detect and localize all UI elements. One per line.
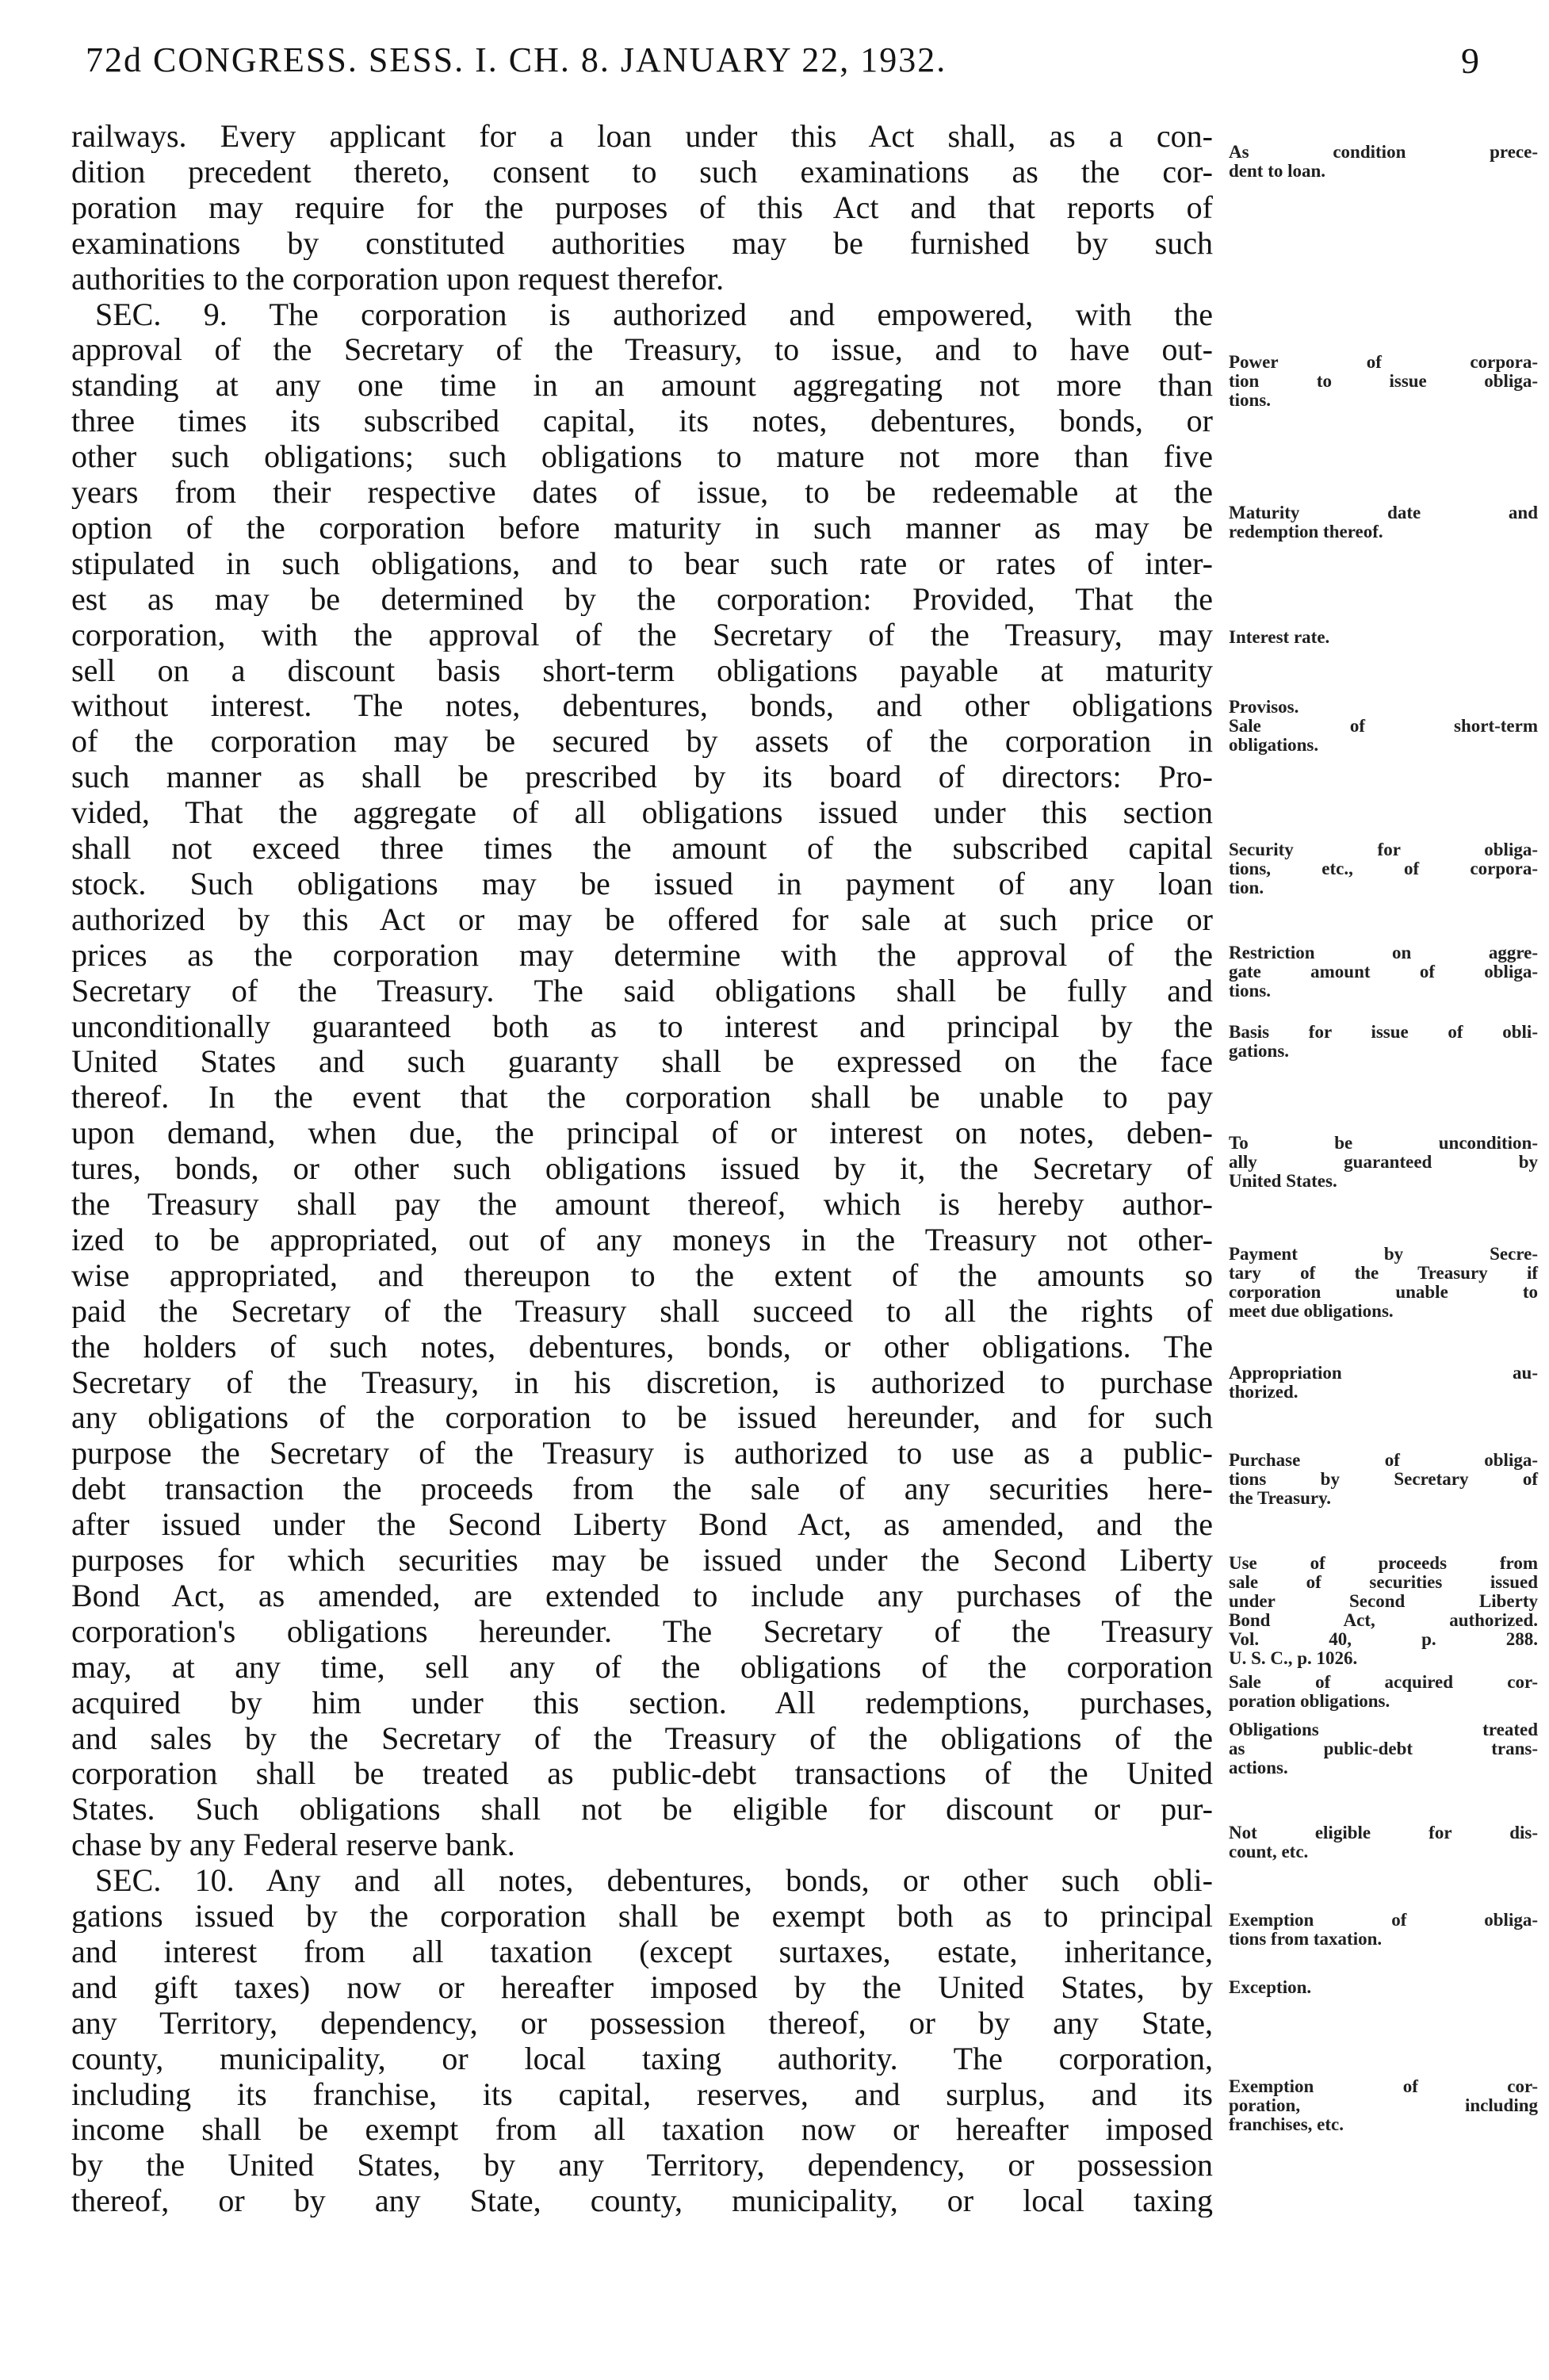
margin-note-line: Sale of short-term [1229, 716, 1538, 736]
margin-note [1229, 1673, 1538, 1711]
margin-note-line: sale of securities issued [1229, 1572, 1538, 1592]
body-line: approval of the Secretary of the Treasury, to issue, and to have out- [71, 332, 1213, 367]
body-line: of the corporation may be secured by assets of the corporation in [71, 724, 1213, 759]
body-line: SEC. 10. Any and all notes, debentures, bonds, or other such obli- [95, 1863, 1213, 1898]
body-line: stipulated in such obligations, and to bear such rate or rates of inter- [71, 545, 1213, 580]
body-line: prices as the corporation may determine with the approval of the [71, 937, 1213, 972]
margin-note-line: gations. [1229, 1041, 1290, 1061]
margin-note [1229, 1451, 1538, 1508]
margin-note-line: Exemption of obliga- [1229, 1910, 1538, 1930]
body-text [71, 119, 1213, 2363]
margin-note [1229, 1134, 1538, 1191]
running-head: 72d CONGRESS. SESS. I. CH. 8. JANUARY 22, 1932. [86, 40, 947, 79]
margin-note-line: Power of corpora- [1229, 352, 1538, 372]
margin-note-line: Purchase of obliga- [1229, 1450, 1538, 1470]
margin-note [1229, 1911, 1538, 1949]
margin-note-line: To be uncondition- [1229, 1133, 1538, 1153]
page-number: 9 [1461, 40, 1479, 81]
margin-note [1229, 1554, 1538, 1668]
body-line: authorities to the corporation upon request therefor. [71, 261, 725, 296]
body-line: United States and such guaranty shall be expressed on the face [71, 1044, 1213, 1079]
body-line: corporation's obligations hereunder. The Secretary of the Treasury [71, 1613, 1213, 1648]
body-line: examinations by constituted authorities may be furnished by such [71, 225, 1213, 260]
body-line: tures, bonds, or other such obligations issued by it, the Secretary of [71, 1151, 1213, 1186]
body-line: thereof, or by any State, county, municipality, or local taxing [71, 2183, 1213, 2218]
margin-note-line: as public-debt trans- [1229, 1739, 1538, 1758]
margin-note-line: poration obligations. [1229, 1691, 1390, 1711]
body-line: after issued under the Second Liberty Bond Act, as amended, and the [71, 1507, 1213, 1542]
margin-note-line: Sale of acquired cor- [1229, 1672, 1538, 1692]
margin-note-line: franchises, etc. [1229, 2114, 1344, 2134]
margin-note-line: dent to loan. [1229, 161, 1326, 181]
margin-note [1229, 2077, 1538, 2134]
body-line: and sales by the Secretary of the Treasury of the obligations of the [71, 1720, 1213, 1755]
margin-note-line: Obligations treated [1229, 1720, 1538, 1739]
body-line: option of the corporation before maturity in such manner as may be [71, 510, 1213, 545]
margin-note-line: tion. [1229, 878, 1264, 897]
body-line: ized to be appropriated, out of any moneys in the Treasury not other- [71, 1222, 1213, 1257]
body-line: railways. Every applicant for a loan under this Act shall, as a con- [71, 119, 1213, 153]
body-line: years from their respective dates of issue, to be redeemable at the [71, 475, 1213, 509]
body-line: sell on a discount basis short-term obligations payable at maturity [71, 652, 1213, 687]
body-line: paid the Secretary of the Treasury shall succeed to all the rights of [71, 1293, 1213, 1328]
body-line: by the United States, by any Territory, dependency, or possession [71, 2148, 1213, 2183]
margin-note-line: actions. [1229, 1758, 1288, 1777]
margin-note-line: Provisos. [1229, 697, 1299, 717]
margin-note-line: obligations. [1229, 735, 1319, 755]
margin-note-line: tions. [1229, 981, 1272, 1001]
margin-note [1229, 1364, 1538, 1402]
body-line: purpose the Secretary of the Treasury is authorized to use as a public- [71, 1436, 1213, 1471]
body-line: SEC. 9. The corporation is authorized and empowered, with the [95, 297, 1213, 331]
body-line: poration may require for the purposes of this Act and that reports of [71, 189, 1213, 224]
body-line: States. Such obligations shall not be eligible for discount or pur- [71, 1792, 1213, 1827]
body-line: Secretary of the Treasury. The said obligations shall be fully and [71, 973, 1213, 1008]
body-line: dition precedent thereto, consent to such examinations as the cor- [71, 154, 1213, 189]
body-line: without interest. The notes, debentures, bonds, and other obligations [71, 688, 1213, 723]
body-line: other such obligations; such obligations to mature not more than five [71, 439, 1213, 474]
margin-note [1229, 628, 1538, 647]
body-line: Bond Act, as amended, are extended to include any purchases of the [71, 1578, 1213, 1613]
body-line: and interest from all taxation (except surtaxes, estate, inheritance, [71, 1934, 1213, 1969]
margin-note-line: Interest rate. [1229, 627, 1330, 647]
margin-note-line: tions. [1229, 390, 1272, 410]
margin-note [1229, 353, 1538, 410]
margin-note-line: As condition prece- [1229, 142, 1538, 162]
margin-note-line: tions by Secretary of [1229, 1469, 1538, 1489]
margin-note-line: Security for obliga- [1229, 840, 1538, 859]
margin-note-line: thorized. [1229, 1382, 1298, 1402]
body-line: upon demand, when due, the principal of or interest on notes, deben- [71, 1115, 1213, 1150]
body-line: the holders of such notes, debentures, bonds, or other obligations. The [71, 1329, 1213, 1364]
margin-note [1229, 143, 1538, 181]
body-line: income shall be exempt from all taxation now or hereafter imposed [71, 2112, 1213, 2147]
margin-note [1229, 1823, 1538, 1862]
body-line: any Territory, dependency, or possession thereof, or by any State, [71, 2005, 1213, 2040]
margin-note-line: tary of the Treasury if [1229, 1263, 1538, 1283]
margin-note-line: Vol. 40, p. 288. [1229, 1629, 1538, 1649]
body-line: may, at any time, sell any of the obligations of the corporation [71, 1649, 1213, 1684]
margin-note-line: Maturity date and [1229, 503, 1538, 522]
body-line: acquired by him under this section. All redemptions, purchases, [71, 1685, 1213, 1720]
margin-note [1229, 943, 1538, 1001]
margin-note-line: Restriction on aggre- [1229, 943, 1538, 962]
body-line: shall not exceed three times the amount of the subscribed capital [71, 831, 1213, 865]
margin-note-line: tions, etc., of corpora- [1229, 859, 1538, 878]
margin-note [1229, 1978, 1538, 1997]
body-line: authorized by this Act or may be offered for sale at such price or [71, 901, 1213, 936]
margin-note-line: redemption thereof. [1229, 522, 1383, 541]
body-line: purposes for which securities may be issued under the Second Liberty [71, 1543, 1213, 1577]
margin-note-line: count, etc. [1229, 1842, 1309, 1862]
margin-note [1229, 698, 1538, 755]
body-line: standing at any one time in an amount aggregating not more than [71, 368, 1213, 403]
body-line: vided, That the aggregate of all obligations issued under this section [71, 795, 1213, 830]
margin-note-line: meet due obligations. [1229, 1301, 1394, 1321]
body-line: stock. Such obligations may be issued in payment of any loan [71, 866, 1213, 901]
margin-note-line: Basis for issue of obli- [1229, 1022, 1538, 1042]
body-line: unconditionally guaranteed both as to interest and principal by the [71, 1008, 1213, 1043]
body-line: and gift taxes) now or hereafter imposed by the United States, by [71, 1969, 1213, 2004]
body-line: debt transaction the proceeds from the sale of any securities here- [71, 1471, 1213, 1506]
margin-note-line: poration, including [1229, 2095, 1538, 2115]
margin-note-line: Exception. [1229, 1977, 1312, 1997]
page-header [71, 32, 1498, 95]
body-line: Secretary of the Treasury, in his discretion, is authorized to purchase [71, 1364, 1213, 1399]
margin-note-line: tions from taxation. [1229, 1929, 1383, 1949]
margin-note-line: Exemption of cor- [1229, 2076, 1538, 2096]
margin-note-line: the Treasury. [1229, 1488, 1332, 1508]
margin-note [1229, 1245, 1538, 1321]
margin-note-line: tion to issue obliga- [1229, 371, 1538, 391]
margin-note-line: U. S. C., p. 1026. [1229, 1648, 1358, 1668]
margin-note-line: Use of proceeds from [1229, 1553, 1538, 1573]
body-line: est as may be determined by the corporation: Provided, That the [71, 581, 1213, 616]
margin-note [1229, 503, 1538, 541]
margin-note-line: Not eligible for dis- [1229, 1823, 1538, 1842]
body-line: corporation, with the approval of the Secretary of the Treasury, may [71, 617, 1213, 652]
body-line: including its franchise, its capital, reserves, and surplus, and its [71, 2076, 1213, 2111]
margin-note [1229, 840, 1538, 897]
margin-note-line: United States. [1229, 1171, 1337, 1191]
body-line: thereof. In the event that the corporation shall be unable to pay [71, 1080, 1213, 1115]
margin-notes [1229, 119, 1538, 2363]
margin-note-line: under Second Liberty [1229, 1591, 1538, 1611]
margin-note-line: Appropriation au- [1229, 1363, 1538, 1383]
margin-note [1229, 1720, 1538, 1777]
body-line: any obligations of the corporation to be issued hereunder, and for such [71, 1400, 1213, 1435]
body-line: the Treasury shall pay the amount thereof, which is hereby author- [71, 1187, 1213, 1221]
body-line: county, municipality, or local taxing authority. The corporation, [71, 2041, 1213, 2076]
body-line: gations issued by the corporation shall be exempt both as to principal [71, 1899, 1213, 1933]
margin-note-line: gate amount of obliga- [1229, 962, 1538, 981]
body-line: three times its subscribed capital, its notes, debentures, bonds, or [71, 404, 1213, 438]
body-line: wise appropriated, and thereupon to the extent of the amounts so [71, 1257, 1213, 1292]
margin-note-line: Payment by Secre- [1229, 1244, 1538, 1264]
margin-note-line: ally guaranteed by [1229, 1152, 1538, 1172]
body-line: corporation shall be treated as public-debt transactions of the United [71, 1756, 1213, 1791]
margin-note-line: Bond Act, authorized. [1229, 1610, 1538, 1630]
margin-note-line: corporation unable to [1229, 1282, 1538, 1302]
body-line: such manner as shall be prescribed by its board of directors: Pro- [71, 760, 1213, 794]
body-line: chase by any Federal reserve bank. [71, 1827, 515, 1862]
margin-note [1229, 1023, 1538, 1061]
